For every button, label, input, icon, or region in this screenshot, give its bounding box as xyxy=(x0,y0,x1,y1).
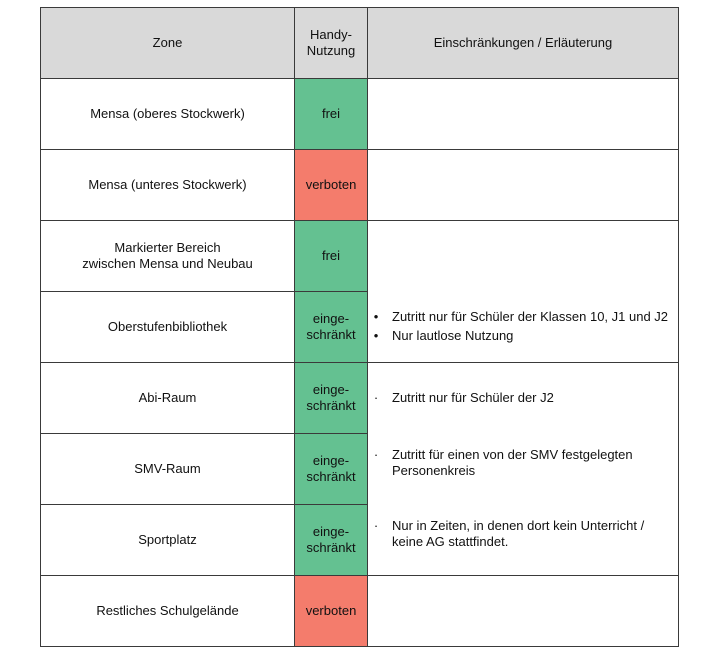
header-notes: Einschränkungen / Erläuterung xyxy=(368,8,679,79)
zone-cell: SMV-Raum xyxy=(41,434,295,505)
usage-cell: einge- schränkt xyxy=(295,363,368,434)
zone-cell: Oberstufenbibliothek xyxy=(41,292,295,363)
zone-cell: Mensa (unteres Stockwerk) xyxy=(41,150,295,221)
bullet-icon: · xyxy=(373,446,379,462)
notes-cell xyxy=(368,363,679,434)
usage-cell: einge- schränkt xyxy=(295,434,368,505)
usage-cell: einge- schränkt xyxy=(295,292,368,363)
notes-cell xyxy=(368,505,679,576)
usage-cell: einge- schränkt xyxy=(295,505,368,576)
bullet-icon: · xyxy=(373,517,379,533)
notes-list xyxy=(368,309,678,344)
notes-cell xyxy=(368,292,679,363)
notes-list xyxy=(368,390,678,406)
table-row xyxy=(41,434,679,505)
table-row xyxy=(41,79,679,150)
usage-cell: frei xyxy=(295,79,368,150)
list-item: · Zutritt für einen von der SMV festgelegten Personenkreis xyxy=(392,447,672,479)
zone-cell: Abi-Raum xyxy=(41,363,295,434)
bullet-icon: • xyxy=(373,309,379,325)
notes-list xyxy=(368,518,678,550)
notes-cell xyxy=(368,79,679,150)
list-item: · Nur in Zeiten, in denen dort kein Unterricht / keine AG stattfindet. xyxy=(392,518,672,550)
list-item: · Zutritt nur für Schüler der J2 xyxy=(392,390,672,406)
header-zone: Zone xyxy=(41,8,295,79)
notes-cell xyxy=(368,150,679,221)
notes-cell xyxy=(368,434,679,505)
notes-list xyxy=(368,447,678,479)
bullet-icon: • xyxy=(373,328,379,344)
usage-cell: verboten xyxy=(295,576,368,647)
zone-cell: Mensa (oberes Stockwerk) xyxy=(41,79,295,150)
zone-rules-table xyxy=(40,7,679,647)
notes-cell xyxy=(368,576,679,647)
table-row xyxy=(41,221,679,292)
zone-cell: Restliches Schulgelände xyxy=(41,576,295,647)
header-usage: Handy- Nutzung xyxy=(295,8,368,79)
table-row xyxy=(41,505,679,576)
zone-cell: Sportplatz xyxy=(41,505,295,576)
bullet-icon: · xyxy=(373,390,379,406)
table-row xyxy=(41,576,679,647)
table-row xyxy=(41,150,679,221)
zone-cell: Markierter Bereich zwischen Mensa und Neubau xyxy=(41,221,295,292)
notes-cell xyxy=(368,221,679,292)
list-item: • Zutritt nur für Schüler der Klassen 10, J1 und J2 xyxy=(392,309,672,325)
list-item: • Nur lautlose Nutzung xyxy=(392,328,672,344)
table-header-row xyxy=(41,8,679,79)
usage-cell: frei xyxy=(295,221,368,292)
table-row xyxy=(41,292,679,363)
table-row xyxy=(41,363,679,434)
usage-cell: verboten xyxy=(295,150,368,221)
